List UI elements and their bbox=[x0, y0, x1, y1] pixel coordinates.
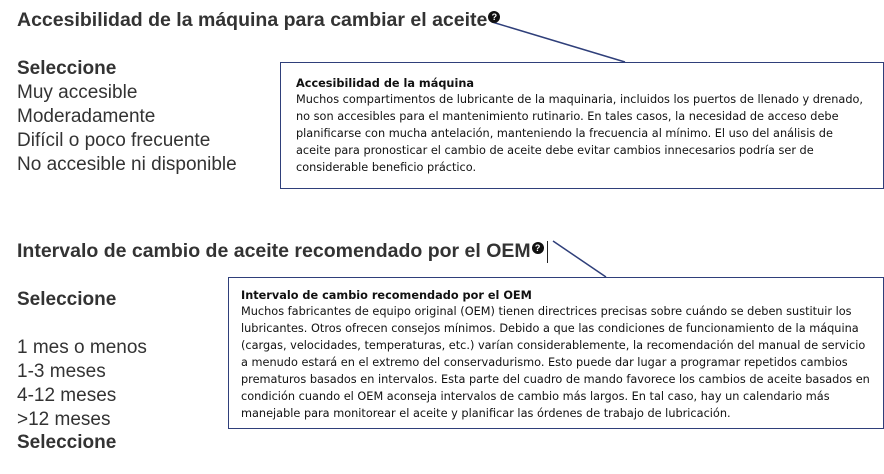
section2-select-label[interactable]: Seleccione bbox=[17, 289, 117, 310]
option-muy-accesible[interactable]: Muy accesible bbox=[17, 82, 138, 103]
option-1-3-meses[interactable]: 1-3 meses bbox=[17, 361, 106, 382]
option-12-meses[interactable]: >12 meses bbox=[17, 409, 111, 430]
section1-heading bbox=[17, 9, 500, 32]
option-no-accesible[interactable]: No accesible ni disponible bbox=[17, 154, 237, 175]
option-4-12-meses[interactable]: 4-12 meses bbox=[17, 385, 117, 406]
section2-tooltip-body: Muchos fabricantes de equipo original (OEM) tienen directrices precisas sobre cuándo se deben sustituir los lubricantes. Otros ofrecen consejos mínimos. Debido a que las condiciones de funcionamiento de la máquina (cargas, velocidades, temperaturas, etc.) varían considerablemente, la recomendación del manual de servicio a menudo estará en el extremo del conservadurismo. Esto puede dar lugar a programar repetidos cambios prematuros basados en intervalos. Esta parte del cuadro de mando favorece los cambios de aceite basados en condición cuando el OEM aconseja intervalos de cambio más largos. En tal caso, hay un calendario más manejable para monitorear el aceite y planificar las órdenes de trabajo de lubricación. bbox=[241, 305, 870, 420]
tooltip-connector-1 bbox=[492, 22, 625, 62]
question-circle-icon[interactable]: ? bbox=[488, 11, 500, 23]
section2-options bbox=[17, 336, 147, 432]
section2-heading bbox=[17, 240, 548, 263]
text-cursor bbox=[547, 241, 548, 263]
section2-tooltip bbox=[228, 277, 884, 429]
section1-tooltip-title: Accesibilidad de la máquina bbox=[296, 77, 474, 90]
section1-options bbox=[17, 81, 237, 177]
section2-tooltip-title: Intervalo de cambio recomendado por el OEM bbox=[241, 289, 532, 302]
section1-tooltip-body: Muchos compartimentos de lubricante de la maquinaria, incluidos los puertos de llenado y drenado, no son accesibles para el mantenimiento rutinario. En tales casos, la necesidad de acceso debe planificarse con mucha antelación, manteniendo la frecuencia al mínimo. El uso del análisis de aceite para pronosticar el cambio de aceite debe evitar cambios innecesarios podría ser de considerable beneficio práctico. bbox=[296, 93, 864, 174]
section2-heading-text: Intervalo de cambio de aceite recomendado por el OEM bbox=[17, 240, 531, 262]
section2-select-label-bottom[interactable]: Seleccione bbox=[17, 432, 117, 453]
tooltip-connector-2 bbox=[553, 241, 606, 277]
section1-heading-text: Accesibilidad de la máquina para cambiar el aceite bbox=[17, 9, 488, 31]
option-moderadamente[interactable]: Moderadamente bbox=[17, 106, 156, 127]
section1-select-label[interactable]: Seleccione bbox=[17, 58, 117, 79]
question-circle-icon[interactable]: ? bbox=[532, 242, 544, 254]
option-dificil[interactable]: Difícil o poco frecuente bbox=[17, 130, 211, 151]
option-1-mes[interactable]: 1 mes o menos bbox=[17, 337, 147, 358]
section1-tooltip bbox=[280, 62, 884, 189]
